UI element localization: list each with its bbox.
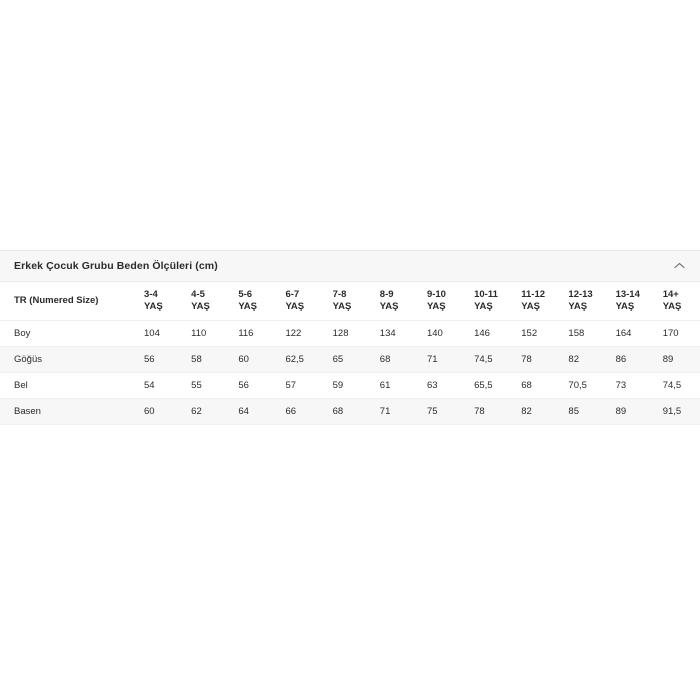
cell-text-2-7: 65,5 bbox=[474, 380, 493, 391]
column-header-age-1: 4-5 bbox=[191, 289, 205, 301]
column-header-unit-0: YAŞ bbox=[144, 301, 163, 312]
cell-1-0 bbox=[134, 347, 181, 373]
cell-text-1-7: 74,5 bbox=[474, 354, 493, 365]
cell-1-10 bbox=[606, 347, 653, 373]
cell-text-1-2: 60 bbox=[238, 354, 249, 365]
cell-3-8 bbox=[511, 399, 558, 425]
cell-text-2-5: 61 bbox=[379, 380, 391, 391]
cell-text-2-8: 68 bbox=[521, 380, 532, 391]
cell-0-8 bbox=[511, 321, 558, 347]
cell-0-3 bbox=[275, 321, 322, 347]
cell-0-5 bbox=[370, 321, 417, 347]
table-body bbox=[0, 321, 700, 425]
cell-1-9 bbox=[558, 347, 605, 373]
cell-text-3-0: 60 bbox=[144, 406, 155, 417]
column-header-age-6: 9-10 bbox=[426, 289, 446, 301]
column-header-unit-9: YAŞ bbox=[568, 301, 588, 312]
cell-text-3-1: 62 bbox=[191, 406, 202, 417]
column-header-unit-2: YAŞ bbox=[238, 301, 257, 312]
column-header-unit-4: YAŞ bbox=[332, 301, 352, 312]
cell-text-3-7: 78 bbox=[474, 406, 485, 417]
cell-3-3 bbox=[275, 399, 322, 425]
column-header-age-10: 13-14 bbox=[615, 289, 640, 301]
cell-3-0 bbox=[134, 399, 181, 425]
cell-2-1 bbox=[181, 373, 228, 399]
column-header-10 bbox=[606, 282, 653, 321]
cell-text-2-9: 70,5 bbox=[568, 380, 587, 391]
cell-0-7 bbox=[464, 321, 511, 347]
row-label-2 bbox=[0, 373, 134, 399]
cell-text-0-11: 170 bbox=[662, 328, 679, 339]
corner-header-text: TR (Numered Size) bbox=[14, 295, 99, 307]
row-label-0 bbox=[0, 321, 134, 347]
column-header-age-3: 6-7 bbox=[285, 289, 300, 301]
row-label-text-0: Boy bbox=[14, 328, 31, 339]
column-header-9 bbox=[558, 282, 605, 321]
column-header-5 bbox=[370, 282, 417, 321]
cell-text-2-2: 56 bbox=[238, 380, 249, 391]
cell-text-0-0: 104 bbox=[144, 328, 160, 339]
cell-text-0-2: 116 bbox=[238, 328, 254, 339]
cell-1-11 bbox=[653, 347, 700, 373]
cell-2-8 bbox=[511, 373, 558, 399]
column-header-unit-1: YAŞ bbox=[191, 301, 210, 312]
column-header-age-5: 8-9 bbox=[379, 289, 394, 301]
column-header-age-0: 3-4 bbox=[144, 289, 158, 301]
column-header-unit-7: YAŞ bbox=[474, 301, 493, 312]
cell-1-6 bbox=[417, 347, 464, 373]
cell-text-2-1: 55 bbox=[191, 380, 202, 391]
table-row bbox=[0, 399, 700, 425]
cell-text-2-4: 59 bbox=[332, 380, 344, 391]
column-header-unit-11: YAŞ bbox=[662, 301, 682, 312]
table-header-row bbox=[0, 282, 700, 321]
cell-1-8 bbox=[511, 347, 558, 373]
cell-3-5 bbox=[370, 399, 417, 425]
cell-text-0-9: 158 bbox=[568, 328, 585, 339]
cell-2-7 bbox=[464, 373, 511, 399]
cell-2-3 bbox=[275, 373, 322, 399]
cell-1-4 bbox=[323, 347, 370, 373]
column-header-unit-3: YAŞ bbox=[285, 301, 305, 312]
cell-text-3-3: 66 bbox=[285, 406, 297, 417]
cell-text-3-4: 68 bbox=[332, 406, 344, 417]
cell-2-5 bbox=[370, 373, 417, 399]
cell-text-2-0: 54 bbox=[144, 380, 155, 391]
cell-3-1 bbox=[181, 399, 228, 425]
cell-text-1-11: 89 bbox=[662, 354, 674, 365]
table-row bbox=[0, 347, 700, 373]
column-header-age-8: 11-12 bbox=[521, 289, 546, 301]
cell-text-1-10: 86 bbox=[615, 354, 627, 365]
cell-text-3-6: 75 bbox=[426, 406, 438, 417]
cell-text-3-9: 85 bbox=[568, 406, 579, 417]
size-chart-panel bbox=[0, 250, 700, 425]
cell-1-2 bbox=[228, 347, 275, 373]
column-header-unit-6: YAŞ bbox=[426, 301, 446, 312]
cell-0-10 bbox=[606, 321, 653, 347]
column-header-1 bbox=[181, 282, 228, 321]
cell-1-3 bbox=[275, 347, 322, 373]
cell-text-0-7: 146 bbox=[474, 328, 490, 339]
column-header-unit-5: YAŞ bbox=[379, 301, 399, 312]
column-header-11 bbox=[653, 282, 700, 321]
row-label-text-2: Bel bbox=[14, 380, 28, 391]
column-header-7 bbox=[464, 282, 511, 321]
cell-text-3-8: 82 bbox=[521, 406, 532, 417]
cell-text-2-10: 73 bbox=[615, 380, 627, 391]
cell-0-2 bbox=[228, 321, 275, 347]
column-header-4 bbox=[323, 282, 370, 321]
panel-header[interactable] bbox=[0, 250, 700, 282]
cell-text-0-4: 128 bbox=[332, 328, 349, 339]
row-label-text-1: Göğüs bbox=[14, 354, 42, 365]
cell-1-5 bbox=[370, 347, 417, 373]
column-header-8 bbox=[511, 282, 558, 321]
column-header-unit-10: YAŞ bbox=[615, 301, 635, 312]
column-header-age-2: 5-6 bbox=[238, 289, 253, 301]
row-label-text-3: Basen bbox=[14, 406, 41, 417]
cell-text-3-5: 71 bbox=[379, 406, 391, 417]
cell-2-4 bbox=[323, 373, 370, 399]
chevron-up-icon[interactable] bbox=[673, 260, 686, 273]
row-label-3 bbox=[0, 399, 134, 425]
table-row bbox=[0, 373, 700, 399]
cell-text-1-3: 62,5 bbox=[285, 354, 304, 365]
cell-2-2 bbox=[228, 373, 275, 399]
cell-3-11 bbox=[653, 399, 700, 425]
cell-text-2-11: 74,5 bbox=[662, 380, 682, 391]
cell-3-10 bbox=[606, 399, 653, 425]
cell-1-7 bbox=[464, 347, 511, 373]
table-head bbox=[0, 282, 700, 321]
cell-text-1-5: 68 bbox=[379, 354, 391, 365]
cell-text-3-2: 64 bbox=[238, 406, 249, 417]
corner-header bbox=[0, 282, 134, 321]
cell-text-0-5: 134 bbox=[379, 328, 396, 339]
cell-text-1-4: 65 bbox=[332, 354, 344, 365]
cell-text-3-11: 91,5 bbox=[662, 406, 682, 417]
cell-3-4 bbox=[323, 399, 370, 425]
cell-3-2 bbox=[228, 399, 275, 425]
column-header-2 bbox=[228, 282, 275, 321]
cell-text-1-0: 56 bbox=[144, 354, 155, 365]
column-header-age-9: 12-13 bbox=[568, 289, 593, 301]
cell-text-2-3: 57 bbox=[285, 380, 297, 391]
panel-title: Erkek Çocuk Grubu Beden Ölçüleri (cm) bbox=[14, 260, 218, 272]
cell-text-1-9: 82 bbox=[568, 354, 579, 365]
table-row bbox=[0, 321, 700, 347]
cell-2-6 bbox=[417, 373, 464, 399]
cell-text-0-1: 110 bbox=[191, 328, 207, 339]
cell-0-0 bbox=[134, 321, 181, 347]
cell-text-0-3: 122 bbox=[285, 328, 302, 339]
cell-3-6 bbox=[417, 399, 464, 425]
cell-text-1-1: 58 bbox=[191, 354, 202, 365]
cell-2-11 bbox=[653, 373, 700, 399]
cell-text-0-6: 140 bbox=[426, 328, 443, 339]
cell-text-1-6: 71 bbox=[426, 354, 438, 365]
column-header-age-7: 10-11 bbox=[474, 289, 498, 301]
cell-1-1 bbox=[181, 347, 228, 373]
column-header-0 bbox=[134, 282, 181, 321]
cell-2-9 bbox=[558, 373, 605, 399]
cell-3-9 bbox=[558, 399, 605, 425]
cell-0-9 bbox=[558, 321, 605, 347]
cell-text-2-6: 63 bbox=[426, 380, 438, 391]
row-label-1 bbox=[0, 347, 134, 373]
cell-text-0-10: 164 bbox=[615, 328, 632, 339]
cell-3-7 bbox=[464, 399, 511, 425]
column-header-3 bbox=[275, 282, 322, 321]
cell-0-11 bbox=[653, 321, 700, 347]
cell-text-1-8: 78 bbox=[521, 354, 532, 365]
column-header-unit-8: YAŞ bbox=[521, 301, 540, 312]
column-header-age-4: 7-8 bbox=[332, 289, 347, 301]
cell-text-3-10: 89 bbox=[615, 406, 627, 417]
cell-0-4 bbox=[323, 321, 370, 347]
column-header-6 bbox=[417, 282, 464, 321]
cell-2-10 bbox=[606, 373, 653, 399]
cell-text-0-8: 152 bbox=[521, 328, 538, 339]
cell-0-6 bbox=[417, 321, 464, 347]
cell-0-1 bbox=[181, 321, 228, 347]
column-header-age-11: 14+ bbox=[662, 289, 679, 301]
cell-2-0 bbox=[134, 373, 181, 399]
size-table bbox=[0, 282, 700, 425]
